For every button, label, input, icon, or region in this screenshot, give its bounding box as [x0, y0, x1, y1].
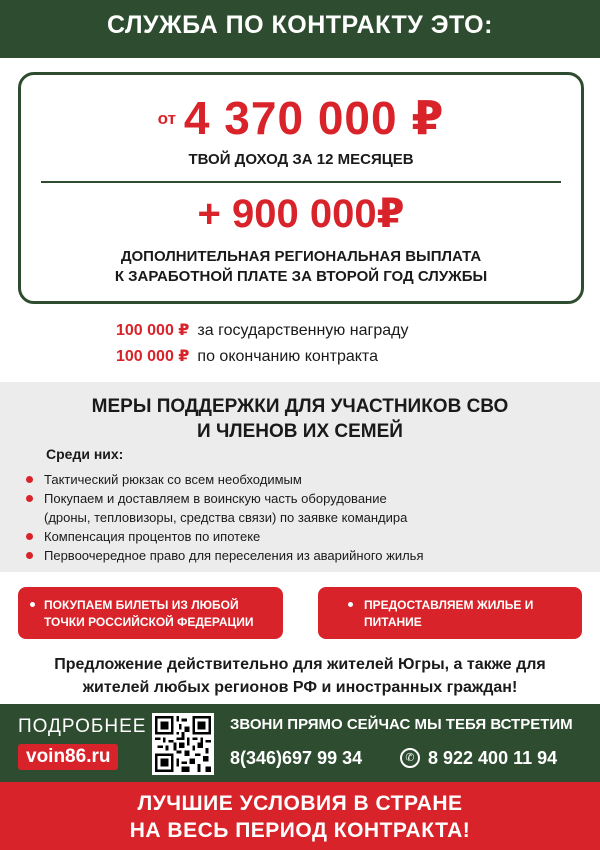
bullet-icon: [348, 602, 353, 607]
bonus-caption-line: К ЗАРАБОТНОЙ ПЛАТЕ ЗА ВТОРОЙ ГОД СЛУЖБЫ: [114, 268, 488, 285]
housing-badge: [318, 587, 582, 639]
income-amount: 4 370 000 ₽: [183, 92, 445, 144]
income-box: [18, 72, 584, 304]
list-item-text: Тактический рюкзак со всем необходимым: [44, 472, 302, 487]
list-item-text: Покупаем и доставляем в воинскую часть оборудование: [44, 491, 387, 506]
bottom-banner: [0, 782, 600, 850]
list-item-text: (дроны, тепловизоры, средства связи) по заявке командира: [44, 510, 408, 525]
bullet-icon: [26, 495, 33, 502]
bottom-banner-line: ЛУЧШИЕ УСЛОВИЯ В СТРАНЕ: [137, 792, 463, 815]
support-title-line: И ЧЛЕНОВ ИХ СЕМЕЙ: [197, 421, 403, 442]
more-label: ПОДРОБНЕЕ: [18, 716, 147, 737]
badge-line: ТОЧКИ РОССИЙСКОЙ ФЕДЕРАЦИИ: [44, 615, 254, 629]
bottom-banner-line: НА ВЕСЬ ПЕРИОД КОНТРАКТА!: [129, 819, 471, 842]
support-section: [0, 382, 600, 572]
extra-payment-text: за государственную награду: [197, 322, 409, 339]
bullet-icon: [26, 476, 33, 483]
list-item: [22, 470, 582, 489]
phone-number-1[interactable]: 8(346)697 99 34: [230, 748, 363, 768]
qr-code-icon[interactable]: [152, 713, 214, 775]
list-item: [22, 546, 582, 565]
extra-payment-text: по окончанию контракта: [197, 348, 378, 365]
list-item-text: Компенсация процентов по ипотеке: [44, 529, 261, 544]
header-banner: [0, 0, 600, 58]
phone-number-2[interactable]: 8 922 400 11 94: [428, 748, 558, 768]
extra-payment-amount: 100 000 ₽: [116, 348, 190, 365]
bullet-icon: [26, 552, 33, 559]
bonus-amount: + 900 000₽: [197, 192, 405, 236]
list-item: [22, 489, 582, 527]
income-caption: ТВОЙ ДОХОД ЗА 12 МЕСЯЦЕВ: [188, 151, 414, 168]
offer-line: жителей любых регионов РФ и иностранных граждан!: [82, 679, 518, 696]
badge-line: ПОКУПАЕМ БИЛЕТЫ ИЗ ЛЮБОЙ: [44, 598, 239, 612]
extra-payment-award: [116, 320, 536, 340]
badge-line: ПРЕДОСТАВЛЯЕМ ЖИЛЬЕ И: [364, 598, 534, 612]
divider: [41, 181, 561, 183]
bonus-caption-line: ДОПОЛНИТЕЛЬНАЯ РЕГИОНАЛЬНАЯ ВЫПЛАТА: [120, 248, 482, 265]
list-item: [22, 527, 582, 546]
badge-text: [364, 597, 533, 631]
list-item-text: Первоочередное право для переселения из аварийного жилья: [44, 548, 424, 563]
phone-icon: ✆: [400, 748, 420, 768]
support-title-line: МЕРЫ ПОДДЕРЖКИ ДЛЯ УЧАСТНИКОВ СВО: [91, 396, 509, 417]
extra-payment-contract-end: [116, 346, 536, 366]
income-amount-row: [21, 91, 581, 145]
call-text: ЗВОНИ ПРЯМО СЕЙЧАС МЫ ТЕБЯ ВСТРЕТИМ: [230, 716, 573, 733]
page-title: СЛУЖБА ПО КОНТРАКТУ ЭТО:: [107, 11, 493, 39]
bullet-icon: [26, 533, 33, 540]
offer-text: [0, 653, 600, 699]
extra-payment-amount: 100 000 ₽: [116, 322, 190, 339]
support-title: [0, 394, 600, 444]
contact-footer: [0, 704, 600, 782]
badge-text: [44, 597, 254, 631]
support-list: [22, 470, 582, 565]
bonus-caption: [21, 247, 581, 287]
badge-line: ПИТАНИЕ: [364, 615, 422, 629]
tickets-badge: [18, 587, 283, 639]
among-label: Среди них:: [46, 446, 124, 462]
bullet-icon: [30, 602, 35, 607]
site-link[interactable]: voin86.ru: [18, 744, 118, 770]
amount-prefix: от: [157, 109, 176, 128]
offer-line: Предложение действительно для жителей Югры, а также для: [54, 656, 546, 673]
